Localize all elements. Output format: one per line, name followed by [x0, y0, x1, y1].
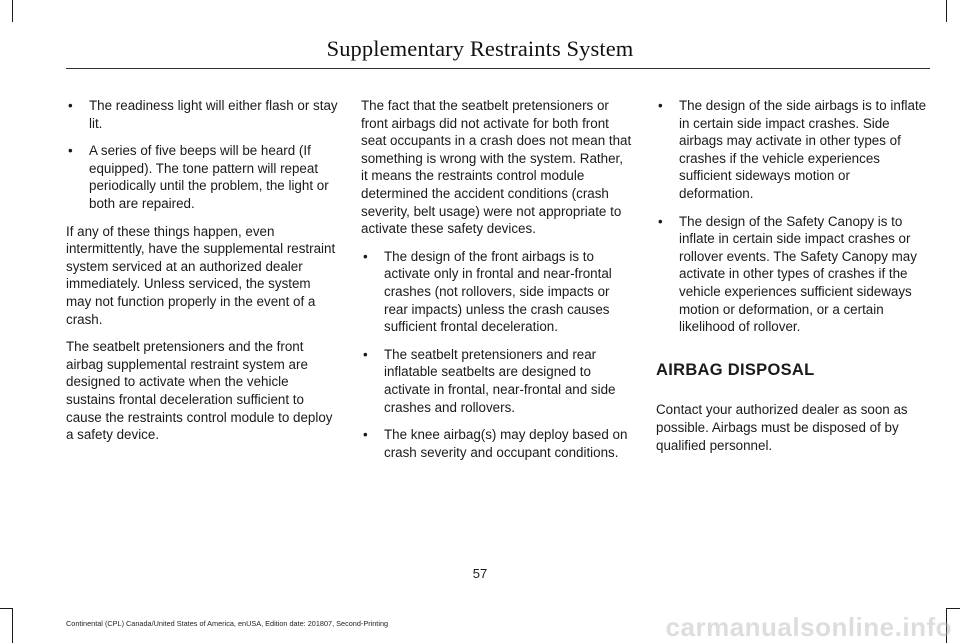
list-item-text: The readiness light will either flash or stay lit. — [89, 98, 338, 131]
body-paragraph: Contact your authorized dealer as soon as possible. Airbags must be disposed of by qualified personnel. — [656, 402, 908, 453]
column-3 — [656, 97, 928, 464]
airbag-design-list — [361, 248, 633, 462]
header-rule — [66, 68, 930, 69]
list-item-text: A series of five beeps will be heard (If equipped). The tone pattern will repeat periodically until the problem, the light or both are repaired. — [89, 143, 329, 211]
list-item — [656, 97, 928, 203]
list-item-text: The knee airbag(s) may deploy based on crash severity and occupant conditions. — [384, 427, 628, 460]
bullet-glyph: • — [363, 427, 368, 443]
crop-mark-bottom-left-horizontal — [0, 608, 13, 609]
list-item — [361, 346, 633, 416]
list-item-text: The design of the Safety Canopy is to inflate in certain side impact crashes or rollover events. The Safety Canopy may activate in other types of crashes if the vehicle experiences sufficient sideways motion or deformation, or a certain likelihood of rollover. — [679, 213, 917, 335]
page-title: Supplementary Restraints System — [326, 36, 634, 61]
column-2 — [361, 97, 633, 471]
body-paragraph: If any of these things happen, even intermittently, have the supplemental restraint system serviced at an authorized dealer immediately. Unless serviced, the system may not function properly in the event of a crash. — [66, 223, 336, 327]
body-paragraph: The seatbelt pretensioners and the front airbag supplemental restraint system are designed to activate when the vehicle sustains frontal deceleration sufficient to cause the restraints control module to deploy a safety device. — [66, 339, 333, 443]
crop-mark-top-left-vertical — [12, 0, 13, 22]
bullet-glyph: • — [68, 143, 73, 159]
list-item — [361, 248, 633, 336]
watermark: carmanualsonline.info — [665, 612, 952, 642]
list-item — [361, 426, 633, 461]
bullet-glyph: • — [658, 98, 663, 113]
bullet-glyph: • — [658, 213, 663, 229]
list-item-text: The design of the front airbags is to activate only in frontal and near-frontal crashes (not rollovers, side impacts or rear impacts) unless the crash causes sufficient frontal deceleration. — [384, 248, 612, 335]
side-airbag-list — [656, 97, 928, 336]
list-item-text: The design of the side airbags is to inflate in certain side impact crashes. Side airbags may activate in other types of crashes if the vehicle experiences sufficient sideways motion or deformation. — [679, 98, 927, 201]
body-paragraph: The fact that the seatbelt pretensioners or front airbags did not activate for both front seat occupants in a crash does not mean that something is wrong with the system. Rather, it means the restraints control module determined the accident conditions (crash severity, belt usage) were not appropriate to activate these safety devices. — [361, 98, 632, 237]
section-heading-airbag-disposal: AIRBAG DISPOSAL — [656, 360, 815, 379]
readiness-warning-list — [66, 97, 338, 213]
list-item — [656, 213, 928, 336]
list-item-text: The seatbelt pretensioners and rear inflatable seatbelts are designed to activate in frontal, near-frontal and side crashes and rollovers. — [384, 346, 616, 415]
crop-mark-bottom-right-horizontal — [946, 608, 960, 609]
list-item — [66, 142, 338, 212]
crop-mark-bottom-left-vertical — [12, 608, 13, 643]
page-number: 57 — [472, 566, 488, 581]
bullet-glyph: • — [68, 98, 73, 113]
crop-mark-top-right-vertical — [946, 0, 947, 22]
column-1 — [66, 97, 338, 454]
edition-footer: Continental (CPL) Canada/United States of America, enUSA, Edition date: 201807, Second-Printing — [66, 619, 389, 628]
bullet-glyph: • — [363, 346, 368, 362]
list-item — [66, 97, 338, 132]
bullet-glyph: • — [363, 248, 368, 264]
